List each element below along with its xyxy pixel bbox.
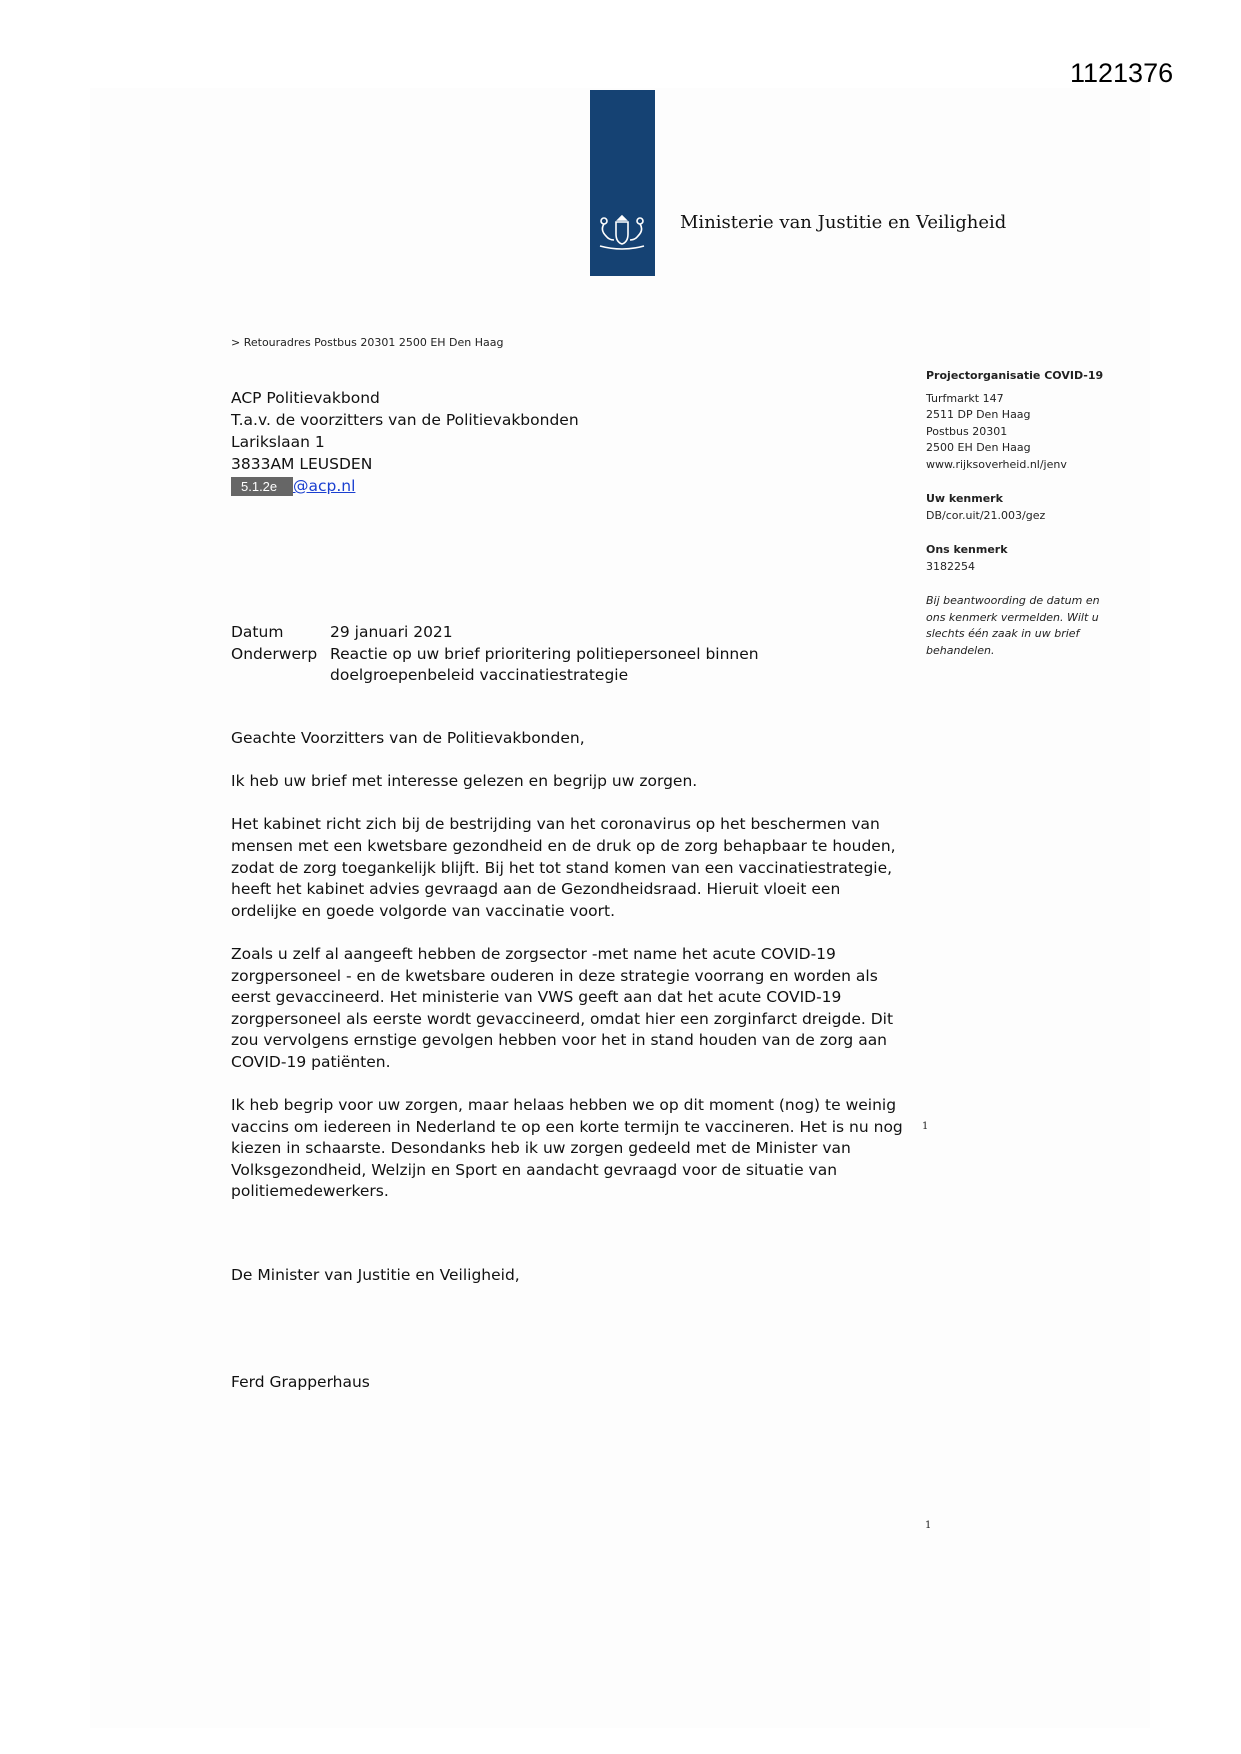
recipient-email — [231, 475, 579, 497]
return-address: > Retouradres Postbus 20301 2500 EH Den Haag — [231, 336, 504, 349]
closing-line: De Minister van Justitie en Veiligheid, — [231, 1266, 520, 1284]
recipient-line: ACP Politievakbond — [231, 389, 380, 407]
sidebar-address — [926, 391, 1106, 474]
sidebar-website[interactable]: www.rijksoverheid.nl/jenv — [926, 457, 1067, 471]
sender-sidebar — [926, 368, 1106, 659]
sidebar-address-line: 2511 DP Den Haag — [926, 408, 1031, 421]
sidebar-address-line: Turfmarkt 147 — [926, 391, 1004, 405]
date-value: 29 januari 2021 — [330, 623, 453, 641]
subject-row — [231, 644, 810, 687]
recipient-line: 3833AM LEUSDEN — [231, 455, 373, 473]
signature-name: Ferd Grapperhaus — [231, 1373, 370, 1391]
coat-of-arms-icon — [594, 212, 651, 252]
letter-meta — [231, 622, 810, 687]
document-number: 1121376 — [1070, 58, 1174, 88]
sidebar-note: Bij beantwoording de datum en ons kenmerk vermelden. Wilt u slechts één zaak in uw brief behandelen. — [926, 594, 1100, 657]
letter-body — [231, 728, 911, 1225]
salutation: Geachte Voorzitters van de Politievakbonden, — [231, 729, 585, 747]
email-link[interactable]: @acp.nl — [293, 477, 356, 495]
body-paragraph: Ik heb uw brief met interesse gelezen en begrijp uw zorgen. — [231, 772, 698, 791]
body-paragraph: Zoals u zelf al aangeeft hebben de zorgsector -met name het acute COVID-19 zorgpersoneel - en de kwetsbare ouderen in deze strategie voorrang en worden als eerst gevaccineerd. Het ministerie van VWS geeft aan dat het acute COVID-19 zorgpersoneel als eerste wordt gevaccineerd, omdat hier een zorginfarct dreigde. Dit zou vervolgens ernstige gevolgen hebben voor het in stand houden van de zorg aan COVID-19 patiënten. — [231, 944, 894, 1071]
sidebar-address-line: 2500 EH Den Haag — [926, 441, 1031, 454]
recipient-block — [231, 387, 579, 497]
sidebar-address-line: Postbus 20301 — [926, 424, 1008, 438]
uw-kenmerk-value: DB/cor.uit/21.003/gez — [926, 508, 1046, 522]
sidebar-org: Projectorganisatie COVID-19 — [926, 369, 1104, 382]
logo-bar — [590, 90, 655, 276]
redaction-box: 5.1.2e — [231, 477, 293, 496]
subject-value: Reactie op uw brief prioritering politiepersoneel binnen doelgroepenbeleid vaccinatiestrategie — [330, 644, 759, 684]
recipient-line: T.a.v. de voorzitters van de Politievakbonden — [231, 411, 579, 429]
sidebar-ons-kenmerk — [926, 542, 1106, 575]
page-mark: 1 — [922, 1121, 929, 1132]
recipient-line: Larikslaan 1 — [231, 433, 325, 451]
subject-label: Onderwerp — [231, 644, 318, 663]
ons-kenmerk-label: Ons kenmerk — [926, 543, 1008, 556]
ministry-name: Ministerie van Justitie en Veiligheid — [680, 212, 1007, 233]
sidebar-uw-kenmerk — [926, 491, 1106, 524]
date-row — [231, 622, 810, 644]
date-label: Datum — [231, 623, 284, 641]
page-mark: 1 — [925, 1520, 932, 1531]
body-paragraph: Het kabinet richt zich bij de bestrijding van het coronavirus op het beschermen van mensen met een kwetsbare gezondheid en de druk op de zorg behapbaar te houden, zodat de zorg toegankelijk blijft. Bij het tot stand komen van een vaccinatiestrategie, heeft het kabinet advies gevraagd aan de Gezondheidsraad. Hieruit vloeit een ordelijke en goede volgorde van vaccinatie voort. — [231, 815, 896, 920]
body-paragraph: Ik heb begrip voor uw zorgen, maar helaas hebben we op dit moment (nog) te weinig vaccins om iedereen in Nederland te op een korte termijn te vaccineren. Het is nu nog kiezen in schaarste. Desondanks heb ik uw zorgen gedeeld met de Minister van Volksgezondheid, Welzijn en Sport en aandacht gevraagd voor de situatie van politiemedewerkers. — [231, 1096, 903, 1201]
ons-kenmerk-value: 3182254 — [926, 559, 975, 573]
uw-kenmerk-label: Uw kenmerk — [926, 492, 1003, 505]
